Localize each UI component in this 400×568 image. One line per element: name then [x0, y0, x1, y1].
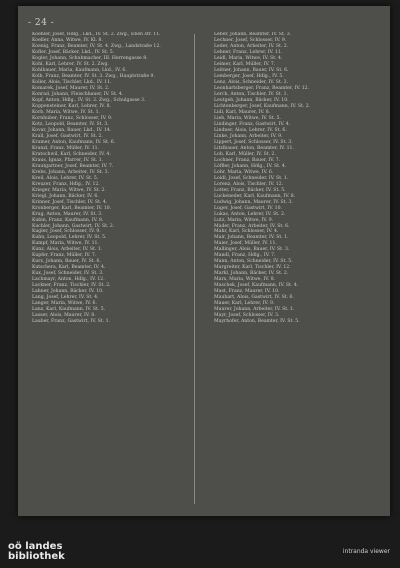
- directory-entry: Kupfer, Franz, Müller, IV. 7.: [32, 253, 97, 259]
- directory-entry: Kogler, Johann, Schuhmacher, III. Herrengasse 8.: [32, 55, 148, 61]
- directory-entry: Ludwig, Johann, Maurer, IV. St. 3.: [214, 199, 293, 205]
- directory-entry: Langer, Maria, Witwe, IV. 6.: [32, 301, 97, 307]
- directory-entry: Krautgartner, Josef, Beamter, IV. 7.: [32, 163, 114, 169]
- directory-entry: Lieb, Maria, Witwe, IV. St. 5.: [214, 115, 281, 121]
- directory-entry: Mallinger, Alois, Bauer, IV. St. 3.: [214, 247, 290, 253]
- directory-entry: Mair, Johann, Beamter, IV. St. 1.: [214, 235, 289, 241]
- directory-entry: Marx, Maria, Witwe, IV. 8.: [214, 277, 276, 283]
- directory-entry: Koppensteiner, Karl, Lehrer, IV. 8.: [32, 103, 111, 109]
- directory-entry: Kuchler, Johann, Gastwirt, IV. St. 2.: [32, 223, 115, 229]
- directory-entry: Kolb, Franz, Beamter, IV. St. 3. Zwg., Hauptstraße 9.: [32, 73, 155, 79]
- directory-entry: Krieger, Maria, Witwe, IV. St. 2.: [32, 187, 106, 193]
- directory-entry: Koller, Alois, Tischler, Lkd., IV. 11.: [32, 79, 112, 85]
- left-column: [32, 32, 202, 512]
- directory-entry: Lindinger, Franz, Gastwirt, IV. 4.: [214, 121, 291, 127]
- directory-entry: Kreuzer, Franz, Hdlg., IV. 12.: [32, 181, 100, 187]
- scanned-page: [18, 6, 390, 516]
- directory-entry: Lob, Karl, Müller, IV. St. 2.: [214, 151, 276, 157]
- directory-entry: Kotz, Leopold, Beamter, IV. St. 3.: [32, 121, 109, 127]
- directory-entry: Lukas, Anton, Lehrer, IV. St. 2.: [214, 211, 286, 217]
- library-logo[interactable]: [8, 542, 65, 562]
- directory-entry: Lorenz, Alois, Tischler, IV. 12.: [214, 181, 284, 187]
- directory-entry: Lerch, Anton, Tischler, IV. St. 1.: [214, 91, 288, 97]
- directory-entry: Kovar, Johann, Bauer, Lkd., IV. 14.: [32, 127, 112, 133]
- directory-entry: Kraus, Ignaz, Pfarrer, IV. St. 1.: [32, 157, 104, 163]
- directory-entry: Leonhartsberger, Franz, Beamter, IV. 12.: [214, 85, 310, 91]
- directory-entry: Maier, Josef, Müller, IV. 11.: [214, 241, 277, 247]
- directory-entry: Lahner, Johann, Bäcker, IV. 10.: [32, 289, 104, 295]
- directory-entry: Kreil, Alois, Lehrer, IV. St. 5.: [32, 175, 99, 181]
- directory-entry: Kutschera, Karl, Beamter, IV. 4.: [32, 265, 106, 271]
- directory-entry: Kornhuber, Franz, Schlosser, IV. 9.: [32, 115, 113, 121]
- directory-entry: Lechner, Josef, Schlosser, IV. 9.: [214, 37, 287, 43]
- logo-line-2: bibliothek: [8, 551, 65, 562]
- directory-entry: Lindner, Alois, Lehrer, IV. St. 6.: [214, 127, 287, 133]
- directory-entry: Krall, Josef, Gastwirt, IV. St. 2.: [32, 133, 103, 139]
- directory-entry: Mader, Franz, Arbeiter, IV. St. 6.: [214, 223, 290, 229]
- directory-entry: Mann, Anton, Schneider, IV. St. 5.: [214, 259, 293, 265]
- directory-entry: Maurer, Johann, Arbeiter, IV. St. 1.: [214, 307, 295, 313]
- viewer-label: intranda viewer: [342, 548, 390, 555]
- directory-columns: [32, 32, 384, 512]
- directory-entry: Kubin, Franz, Kaufmann, IV. 8.: [32, 217, 104, 223]
- directory-entry: Lidl, Karl, Maurer, IV. 8.: [214, 109, 271, 115]
- directory-entry: Mayrhofer, Anton, Beamter, IV. St. 5.: [214, 319, 300, 325]
- directory-entry: Koeller, Anna, Witwe, IV. Kl. 8.: [32, 37, 103, 43]
- directory-entry: Lippert, Josef, Schlosser, IV. St. 3.: [214, 139, 293, 145]
- directory-entry: Koehler, Josef, Hdlg., Lkd., IV. St. 2. Zwg., Eben str. 11.: [32, 32, 161, 37]
- directory-entry: Kronberger, Karl, Beamter, IV. 10.: [32, 205, 112, 211]
- directory-entry: Litzlbauer, Anton, Beamter, IV. 11.: [214, 145, 294, 151]
- directory-entry: Lutz, Maria, Witwe, IV. 9.: [214, 217, 274, 223]
- directory-entry: Löffler, Johann, Hdlg., IV. St. 4.: [214, 163, 287, 169]
- directory-entry: Lenz, Alois, Schneider, IV. St. 3.: [214, 79, 289, 85]
- directory-entry: Kratochwil, Karl, Schneider, IV. 4.: [32, 151, 111, 157]
- directory-entry: Krinner, Josef, Tischler, IV. St. 4.: [32, 199, 108, 205]
- directory-entry: Krebs, Johann, Arbeiter, IV. St. 3.: [32, 169, 110, 175]
- directory-entry: Kohlbauer, Maria, Kaufmann, Lkd., IV. 6.: [32, 67, 127, 73]
- directory-entry: Maschek, Josef, Kaufmann, IV. St. 4.: [214, 283, 299, 289]
- directory-entry: Kriegl, Johann, Bäcker, IV. 6.: [32, 193, 99, 199]
- directory-entry: Loidl, Josef, Schneider, IV. St. 1.: [214, 175, 289, 181]
- directory-entry: Lanz, Karl, Kaufmann, IV. St. 5.: [32, 307, 106, 313]
- logo-line-1: oö landes: [8, 541, 63, 552]
- directory-entry: Lehner, Franz, Lehrer, IV. 11.: [214, 49, 283, 55]
- directory-entry: Mast, Franz, Maurer, IV. 10.: [214, 289, 280, 295]
- directory-entry: Lichtenberger, Josef, Kaufmann, IV. St. 2.: [214, 103, 311, 109]
- directory-entry: Lohr, Maria, Witwe, IV. 6.: [214, 169, 274, 175]
- directory-entry: Krug, Anton, Maurer, IV. St. 3.: [32, 211, 103, 217]
- directory-entry: Kramer, Anton, Kaufmann, IV. St. 6.: [32, 139, 116, 145]
- directory-entry: Lemberger, Josef, Hdlg., IV. 5.: [214, 73, 284, 79]
- directory-entry: Konrad, Johann, Fleischhauer, IV. St. 4.: [32, 91, 124, 97]
- directory-entry: Luckeneder, Karl, Kaufmann, IV. 8.: [214, 193, 296, 199]
- directory-entry: Mandl, Franz, Hdlg., IV. 7.: [214, 253, 276, 259]
- directory-entry: Kugler, Josef, Schlosser, IV. 9.: [32, 229, 101, 235]
- directory-entry: Komarek, Josef, Maurer, IV. St. 2.: [32, 85, 110, 91]
- directory-entry: Leidl, Maria, Witwe, IV. St. 4.: [214, 55, 283, 61]
- directory-entry: Lauber, Franz, Gastwirt, IV. St. 1.: [32, 319, 110, 325]
- directory-entry: Kopf, Anton, Hdlg., IV. St. 2. Zwg., Schulgasse 3.: [32, 97, 146, 103]
- directory-entry: Leitner, Johann, Bauer, IV. St. 6.: [214, 67, 289, 73]
- directory-entry: Mayr, Josef, Schlosser, IV. 3.: [214, 313, 280, 319]
- directory-entry: Leder, Anton, Arbeiter, IV. St. 2.: [214, 43, 289, 49]
- directory-entry: Korb, Maria, Witwe, IV. St. 1.: [32, 109, 100, 115]
- directory-entry: Mauer, Karl, Lehrer, IV. 9.: [214, 301, 275, 307]
- directory-entry: Mahr, Karl, Schlosser, IV. 4.: [214, 229, 279, 235]
- directory-entry: Leimer, Karl, Müller, IV. 7.: [214, 61, 276, 67]
- directory-entry: Luger, Josef, Gastwirt, IV. 10.: [214, 205, 282, 211]
- directory-entry: Kumpf, Maria, Witwe, IV. 11.: [32, 241, 99, 247]
- directory-entry: Linke, Johann, Arbeiter, IV. 9.: [214, 133, 283, 139]
- directory-entry: Kranzl, Franz, Müller, IV. 11.: [32, 145, 100, 151]
- page-number: - 24 -: [28, 18, 55, 28]
- directory-entry: Margreiter, Karl, Tischler, IV. 12.: [214, 265, 291, 271]
- column-divider: [194, 34, 195, 504]
- directory-entry: Lasser, Alois, Maurer, IV. 8.: [32, 313, 96, 319]
- directory-entry: Kurz, Johann, Bauer, IV. St. 6.: [32, 259, 101, 265]
- directory-entry: Lang, Josef, Lehrer, IV. St. 4.: [32, 295, 99, 301]
- directory-entry: Kunz, Alois, Arbeiter, IV. St. 1.: [32, 247, 103, 253]
- directory-entry: Kofler, Josef, Bäcker, Lkd., IV. St. 5.: [32, 49, 115, 55]
- directory-entry: Kohl, Karl, Lehrer, IV. St. 2. Zwg.: [32, 61, 109, 67]
- directory-entry: Markl, Johann, Bäcker, IV. St. 2.: [214, 271, 289, 277]
- directory-entry: Leutgeb, Johann, Bäcker, IV. 10.: [214, 97, 289, 103]
- directory-entry: Leber, Johann, Beamter, IV. St. 3.: [214, 32, 292, 37]
- directory-entry: Lotter, Franz, Bäcker, IV. St. 5.: [214, 187, 286, 193]
- directory-entry: Lochner, Franz, Bauer, IV. 7.: [214, 157, 281, 163]
- directory-entry: Kuhn, Leopold, Lehrer, IV. St. 5.: [32, 235, 107, 241]
- directory-entry: Lachmayr, Anton, Hdlg., IV. 12.: [32, 277, 105, 283]
- directory-entry: Kux, Josef, Schneider, IV. St. 3.: [32, 271, 104, 277]
- directory-entry: Koenig, Franz, Beamter, IV. St. 4. Zwg., Landstraße 12.: [32, 43, 161, 49]
- directory-entry: Lackner, Franz, Tischler, IV. St. 2.: [32, 283, 111, 289]
- directory-entry: Mauhart, Alois, Gastwirt, IV. St. 6.: [214, 295, 294, 301]
- viewer-footer: [0, 540, 400, 568]
- right-column: [214, 32, 384, 512]
